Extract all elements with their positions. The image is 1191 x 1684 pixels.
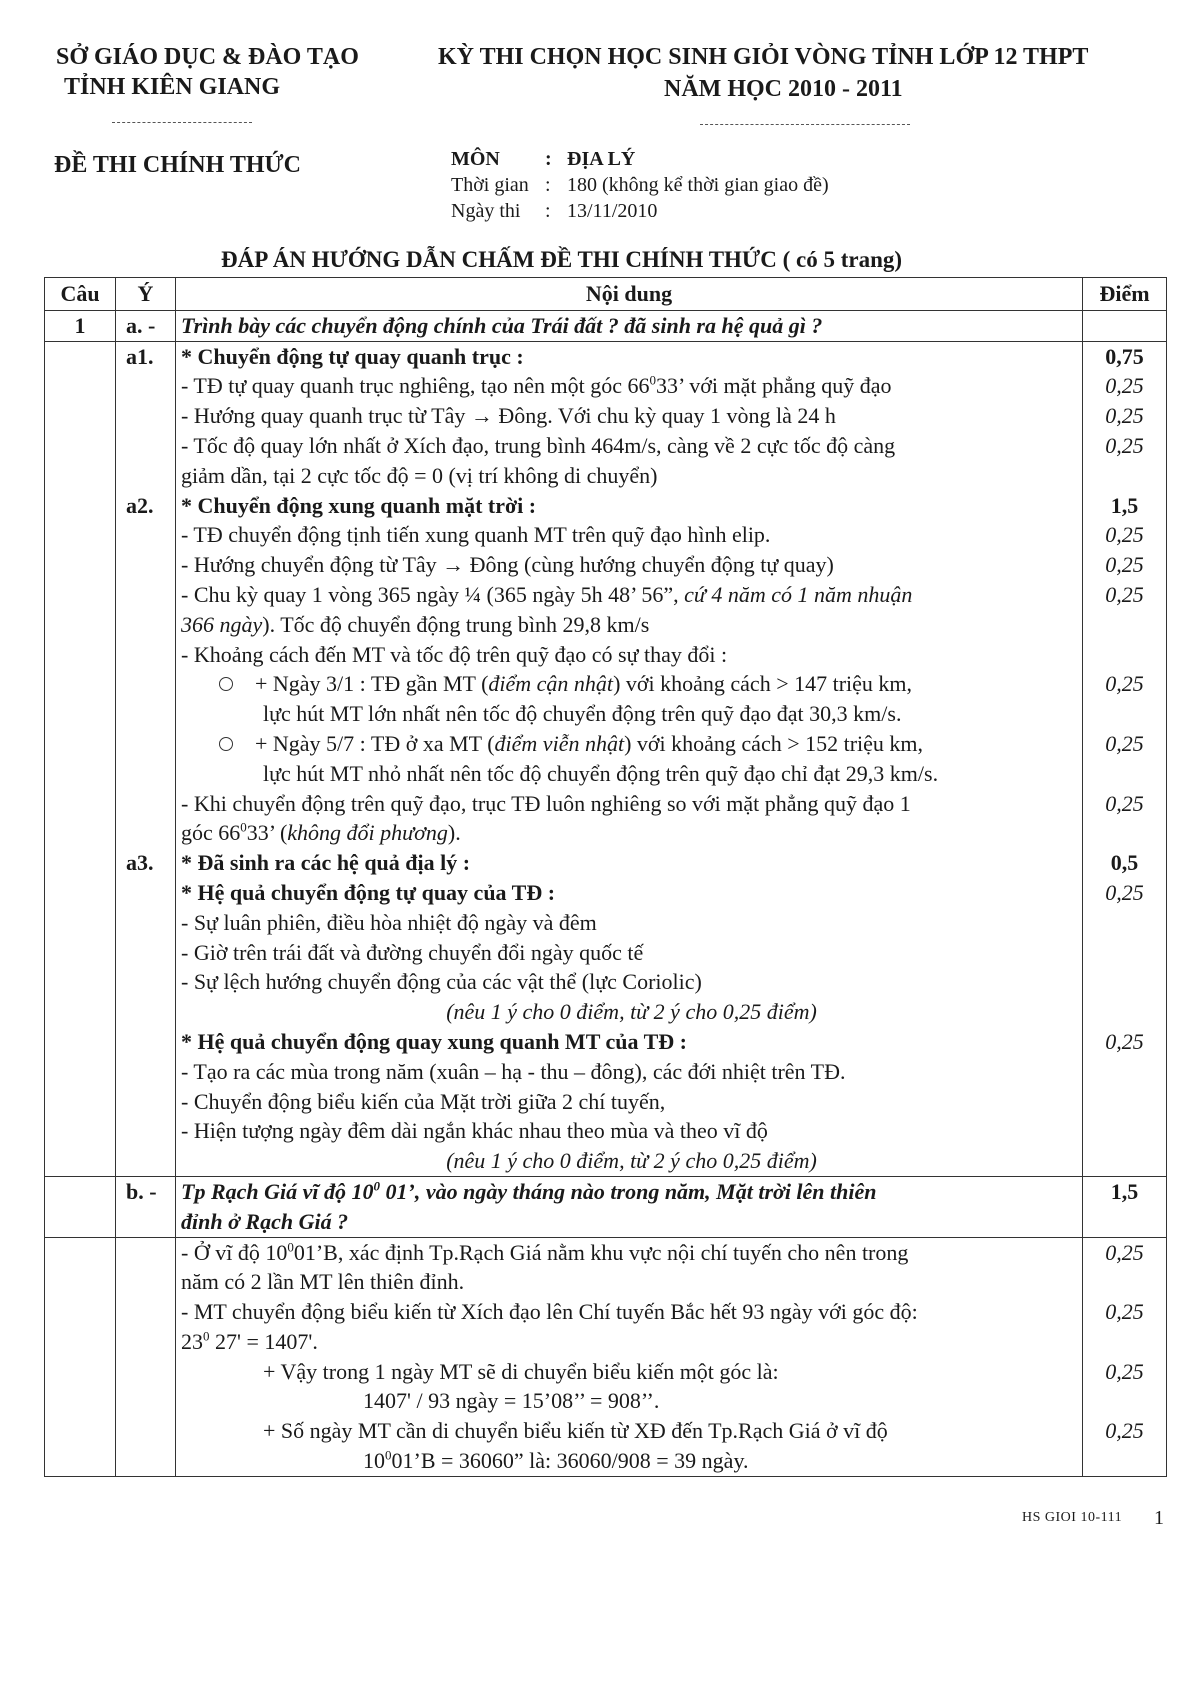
part-a-label: a. - [116,310,176,341]
a3-heading-score: 0,5 [1110,850,1139,876]
part-b-question [176,1176,1083,1237]
a3-s2-line-2: - Chuyển động biểu kiến của Mặt trời giữa 2 chí tuyến, [181,1088,666,1114]
a2-l7-score: 0,25 [1105,790,1144,816]
a2-label: a2. [126,492,154,518]
b-l4-score: 0,25 [1105,1418,1144,1444]
time-row [451,172,829,198]
a3-sub-2: * Hệ quả chuyển động quay xung quanh MT của TĐ : [181,1028,687,1054]
part-b-question-line-1: Tp Rạch Giá vĩ độ $10^0$ 01’, vào ngày tháng nào trong năm, Mặt trời lên thiên [181,1178,877,1204]
part-b-score [1083,1176,1167,1237]
a2-l6-score: 0,25 [1105,730,1144,756]
table-header-row [45,278,1167,311]
a3-s1-line-2: - Giờ trên trái đất và đường chuyển đổi ngày quốc tế [181,939,644,965]
b-line-1b: năm có 2 lần MT lên thiên đỉnh. [181,1269,465,1295]
table-row-b-body [45,1237,1167,1476]
part-a-scores [1083,341,1167,1176]
subject-label: MÔN [451,148,500,170]
bullet-circle-icon [219,737,233,751]
a3-s1-line-1: - Sự luân phiên, điều hòa nhiệt độ ngày và đêm [181,909,597,935]
a2-l3-score: 0,25 [1105,581,1144,607]
table-row-b-question [45,1176,1167,1237]
a3-s2-line-3: - Hiện tượng ngày đêm dài ngắn khác nhau theo mùa và theo vĩ độ [181,1118,768,1144]
exam-title-line-2: NĂM HỌC 2010 - 2011 [664,76,903,102]
exam-divider [700,124,910,125]
time-value: 180 (không kể thời gian giao đề) [567,174,829,196]
time-colon: : [545,174,551,196]
a2-line-3a: - Chu kỳ quay 1 vòng 365 ngày ¼ (365 ngày 5h 48’ 56”, cứ 4 năm có 1 năm nhuận [181,581,913,607]
a2-l1-score: 0,25 [1105,522,1144,548]
footer-code: HS GIOI 10-111 [1022,1510,1123,1525]
part-b-sub-empty [116,1237,176,1476]
part-b-question-line-2: đỉnh ở Rạch Giá ? [181,1208,349,1234]
part-a-question [176,310,1083,341]
date-colon: : [545,200,551,222]
a2-l5-score: 0,25 [1105,671,1144,697]
sub-labels [116,341,176,1176]
subject-row [451,146,829,172]
a2-line-4: - Khoảng cách đến MT và tốc độ trên quỹ đạo có sự thay đổi : [181,641,728,667]
b-l3-score: 0,25 [1105,1358,1144,1384]
a3-note-2: (nêu 1 ý cho 0 điểm, từ 2 ý cho 0,25 điểm) [446,1148,817,1174]
part-b-scores [1083,1237,1167,1476]
part-a-content [176,341,1083,1176]
a3-heading: * Đã sinh ra các hệ quả địa lý : [181,850,471,876]
answer-key-title: ĐÁP ÁN HƯỚNG DẪN CHẤM ĐỀ THI CHÍNH THỨC ( có 5 trang) [221,247,903,272]
a2-l2-score: 0,25 [1105,552,1144,578]
b-line-2a: - MT chuyển động biểu kiến từ Xích đạo lên Chí tuyến Bắc hết 93 ngày với góc độ: [181,1299,918,1325]
a2-line-1: - TĐ chuyển động tịnh tiến xung quanh MT trên quỹ đạo hình elip. [181,522,771,548]
header-y: Ý [116,278,176,311]
table-row-a-question [45,310,1167,341]
org-line-2: TỈNH KIÊN GIANG [64,74,281,100]
b-line-3b: 1407' / 93 ngày = 15’08’’ = 908’’. [363,1388,660,1414]
part-b-label: b. - [116,1176,176,1237]
part-a-question-text: Trình bày các chuyển động chính của Trái đất ? đã sinh ra hệ quả gì ? [181,312,823,338]
a1-line-3a: - Tốc độ quay lớn nhất ở Xích đạo, trung bình 464m/s, càng về 2 cực tốc độ càng [181,432,896,458]
a3-s1-line-3: - Sự lệch hướng chuyển động của các vật thể (lực Coriolic) [181,969,702,995]
a2-bullet-aphelion: + Ngày 5/7 : TĐ ở xa MT (điểm viễn nhật) với khoảng cách > 152 triệu km, [181,729,1082,759]
part-a-score [1083,310,1167,341]
a2-line-2: - Hướng chuyển động từ Tây → Đông (cùng hướng chuyển động tự quay) [181,552,834,578]
a1-line-3b: giảm dần, tại 2 cực tốc độ = 0 (vị trí không di chuyển) [181,462,658,488]
a2-bullet-perihelion: + Ngày 3/1 : TĐ gần MT (điểm cận nhật) với khoảng cách > 147 triệu km, [181,669,1082,699]
a1-line-2: - Hướng quay quanh trục từ Tây → Đông. Với chu kỳ quay 1 vòng là 24 h [181,403,836,429]
a3-sub-1: * Hệ quả chuyển động tự quay của TĐ : [181,879,556,905]
part-b-score-value: 1,5 [1110,1178,1139,1204]
a3-sub1-score: 0,25 [1105,879,1144,905]
org-line-1: SỞ GIÁO DỤC & ĐÀO TẠO [56,44,359,70]
official-exam-label: ĐỀ THI CHÍNH THỨC [54,152,301,178]
subject-colon: : [545,148,552,170]
question-number-cont-3 [45,1237,116,1476]
answer-table [44,277,1167,1477]
a3-note-1: (nêu 1 ý cho 0 điểm, từ 2 ý cho 0,25 điểm) [446,999,817,1025]
header-score: Điểm [1083,278,1167,311]
a2-line-3b: 366 ngày). Tốc độ chuyển động trung bình 29,8 km/s [181,611,650,637]
b-line-2b: $23^0$ 27' = 1407'. [181,1328,318,1354]
a2-heading: * Chuyển động xung quanh mặt trời : [181,492,537,518]
a2-heading-score: 1,5 [1110,492,1139,518]
date-label: Ngày thi [451,200,521,222]
a2-line-7a: - Khi chuyển động trên quỹ đạo, trục TĐ luôn nghiêng so với mặt phẳng quỹ đạo 1 [181,790,911,816]
a2-bullet-perihelion-cont: lực hút MT lớn nhất nên tốc độ chuyển động trên quỹ đạo đạt 30,3 km/s. [263,701,902,727]
a2-bullet-aphelion-cont: lực hút MT nhỏ nhất nên tốc độ chuyển động trên quỹ đạo chỉ đạt 29,3 km/s. [263,760,939,786]
time-label: Thời gian [451,174,529,196]
exam-meta [451,146,829,224]
a1-heading: * Chuyển động tự quay quanh trục : [181,343,524,369]
b-line-4b: $10^001’B = 36060$” là: 36060/908 = 39 ngày. [363,1447,749,1474]
b-l1-score: 0,25 [1105,1239,1144,1265]
org-divider [112,122,252,123]
a1-l3-score: 0,25 [1105,432,1144,458]
bullet-circle-icon [219,677,233,691]
b-line-4a: + Số ngày MT cần di chuyển biểu kiến từ XĐ đến Tp.Rạch Giá ở vĩ độ [263,1418,888,1444]
part-b-content [176,1237,1083,1476]
a2-line-7b: góc $66^033$’ (không đổi phương). [181,820,461,846]
a3-s2-line-1: - Tạo ra các mùa trong năm (xuân – hạ - thu – đông), các đới nhiệt trên TĐ. [181,1058,846,1084]
date-row [451,198,829,224]
question-number-cont-2 [45,1176,116,1237]
header-cau: Câu [45,278,116,311]
a1-label: a1. [126,343,154,369]
b-line-3a: + Vậy trong 1 ngày MT sẽ di chuyển biểu kiến một góc là: [263,1358,779,1384]
header-content: Nội dung [176,278,1083,311]
a3-label: a3. [126,850,154,876]
a1-line-1: - TĐ tự quay quanh trục nghiêng, tạo nên một góc $66^033$’ với mặt phẳng quỹ đạo [181,373,892,399]
a3-sub2-score: 0,25 [1105,1028,1144,1054]
question-number-cont [45,341,116,1176]
b-line-1a: - Ở vĩ độ $10^001’B$, xác định Tp.Rạch Giá nằm khu vực nội chí tuyến cho nên trong [181,1239,909,1265]
page-number: 1 [1154,1507,1164,1529]
b-l2-score: 0,25 [1105,1299,1144,1325]
a1-heading-score: 0,75 [1105,343,1144,369]
a1-l2-score: 0,25 [1105,403,1144,429]
date-value: 13/11/2010 [567,200,658,222]
a1-l1-score: 0,25 [1105,373,1144,399]
question-number: 1 [45,310,116,341]
exam-title-line-1: KỲ THI CHỌN HỌC SINH GIỎI VÒNG TỈNH LỚP 12 THPT [438,44,1089,70]
table-row-a-body [45,341,1167,1176]
subject-value: ĐỊA LÝ [567,148,636,170]
